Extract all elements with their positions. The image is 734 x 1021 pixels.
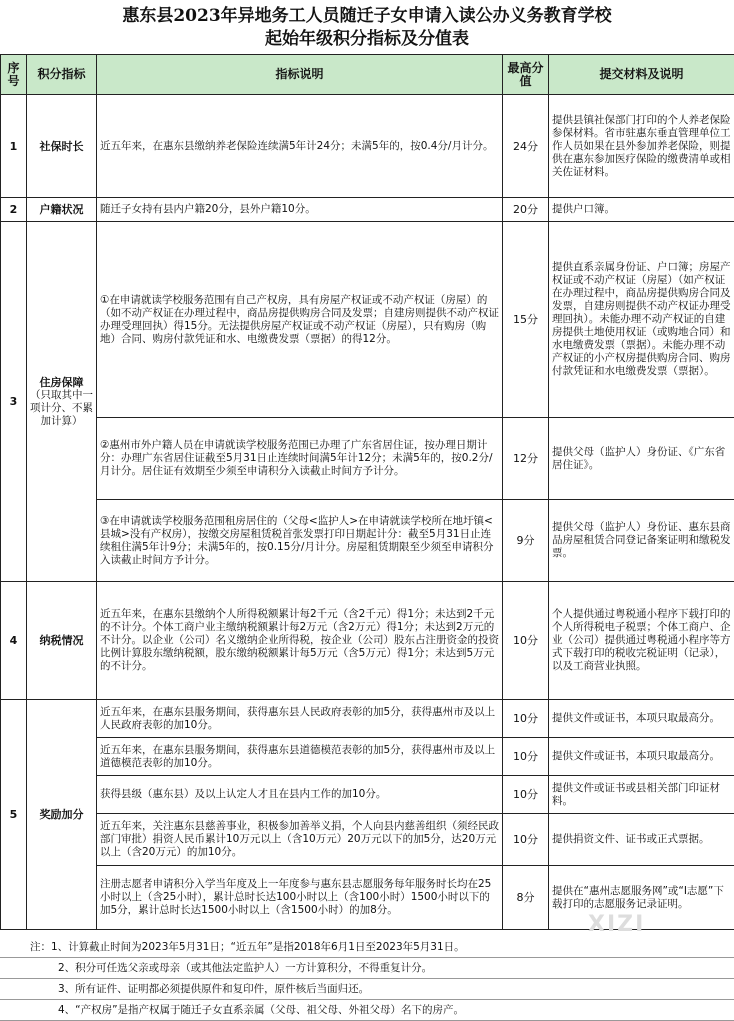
table-row bbox=[1, 500, 734, 582]
row-number: 2 bbox=[1, 198, 27, 222]
max-score: 10分 bbox=[503, 814, 549, 866]
indicator-name: 户籍状况 bbox=[27, 198, 97, 222]
row-number: 5 bbox=[1, 700, 27, 930]
materials: 提供父母（监护人）身份证、惠东县商品房屋租赁合同登记备案证明和缴税发票。 bbox=[549, 500, 734, 582]
note-line: 3、所有证件、证明都必须提供原件和复印件，原件核后当面归还。 bbox=[0, 979, 734, 1000]
header-no: 序号 bbox=[1, 55, 27, 95]
max-score: 9分 bbox=[503, 500, 549, 582]
materials: 提供父母（监护人）身份证、《广东省居住证》。 bbox=[549, 418, 734, 500]
materials: 提供县镇社保部门打印的个人养老保险参保材料。省市驻惠东垂直管理单位工作人员如果在县外参加养老保险，则提供在惠东参加医疗保险的缴费清单或相关佐证材料。 bbox=[549, 95, 734, 198]
header-materials: 提交材料及说明 bbox=[549, 55, 734, 95]
max-score: 10分 bbox=[503, 582, 549, 700]
materials: 提供户口簿。 bbox=[549, 198, 734, 222]
indicator-desc: 近五年来，在惠东县服务期间，获得惠东县道德模范表彰的加5分，获得惠州市及以上道德模范表彰的加10分。 bbox=[97, 738, 503, 776]
materials: 个人提供通过粤税通小程序下载打印的个人所得税电子税票；个体工商户、企业（公司）提供通过粤税通小程序等方式下载打印的税收完税证明（记录），以及工商营业执照。 bbox=[549, 582, 734, 700]
indicator-name: 奖励加分 bbox=[27, 700, 97, 930]
table-row bbox=[1, 738, 734, 776]
max-score: 12分 bbox=[503, 418, 549, 500]
indicator-name bbox=[27, 222, 97, 582]
indicator-desc: 随迁子女持有县内户籍20分，县外户籍10分。 bbox=[97, 198, 503, 222]
table-row bbox=[1, 222, 734, 418]
indicator-name: 纳税情况 bbox=[27, 582, 97, 700]
table-header-row bbox=[1, 55, 734, 95]
notes-section bbox=[0, 937, 734, 1021]
note-line: 4、“产权房”是指产权属于随迁子女直系亲属（父母、祖父母、外祖父母）名下的房产。 bbox=[0, 1000, 734, 1021]
row-number: 1 bbox=[1, 95, 27, 198]
indicator-desc: ②惠州市外户籍人员在申请就读学校服务范围已办理了广东省居住证，按办理日期计分：办理广东省居住证截至5月31日止连续时间满5年计12分；未满5年的，按0.2分/月计分。居住证有效期至少须至申请积分入读截止时间方予计分。 bbox=[97, 418, 503, 500]
indicator-note: （只取其中一项计分、不累加计算） bbox=[30, 389, 93, 428]
indicator-desc: 注册志愿者申请积分入学当年度及上一年度参与惠东县志愿服务每年服务时长均在25小时以上（含25小时），累计总时长达100小时以上（含100小时）1500小时以下的加5分，累计总时长达1500小时以上（含1500小时）的加8分。 bbox=[97, 866, 503, 930]
materials: 提供在“惠州志愿服务网”或“I志愿”下载打印的志愿服务记录证明。 bbox=[549, 866, 734, 930]
note-line: 2、积分可任选父亲或母亲（或其他法定监护人）一方计算积分，不得重复计分。 bbox=[0, 958, 734, 979]
materials: 提供捐资文件、证书或正式票据。 bbox=[549, 814, 734, 866]
document-title-line1: 惠东县2023年异地务工人员随迁子女申请入读公办义务教育学校 bbox=[0, 6, 734, 27]
watermark-logo: XIZI bbox=[588, 912, 645, 937]
indicator-desc: ③在申请就读学校服务范围租房居住的（父母<监护人>在申请就读学校所在地圩镇<县城>没有产权房），按缴交房屋租赁税首张发票打印日期起计分：截至5月31日止连续租住满5年计9分；未满5年的，按0.15分/月计分。房屋租赁期限至少须至申请积分入读截止时间方予计分。 bbox=[97, 500, 503, 582]
max-score: 8分 bbox=[503, 866, 549, 930]
row-number: 3 bbox=[1, 222, 27, 582]
indicator-desc: 近五年来，在惠东县缴纳养老保险连续满5年计24分；未满5年的，按0.4分/月计分。 bbox=[97, 95, 503, 198]
header-indicator: 积分指标 bbox=[27, 55, 97, 95]
row-number: 4 bbox=[1, 582, 27, 700]
note-line: 注：1、计算截止时间为2023年5月31日；“近五年”是指2018年6月1日至2023年5月31日。 bbox=[0, 937, 734, 958]
table-row bbox=[1, 582, 734, 700]
table-row bbox=[1, 95, 734, 198]
max-score: 10分 bbox=[503, 700, 549, 738]
indicator-title: 住房保障 bbox=[40, 376, 84, 389]
table-row bbox=[1, 418, 734, 500]
max-score: 10分 bbox=[503, 776, 549, 814]
document-title-line2: 起始年级积分指标及分值表 bbox=[0, 29, 734, 50]
indicator-desc: ①在申请就读学校服务范围有自己产权房，具有房屋产权证或不动产权证（房屋）的（如不动产权证在办理过程中，商品房提供购房合同及发票；自建房则提供不动产权证办理受理回执）得15分。无法提供房屋产权证或不动产权证（房屋），只有购房（购地）合同、购房付款凭证和水、电缴费发票（票据）的得12分。 bbox=[97, 222, 503, 418]
indicator-desc: 近五年来，关注惠东县慈善事业，积极参加善举义捐，个人向县内慈善组织（须经民政部门审批）捐资人民币累计10万元以上（含10万元）20万元以下的加5分，达20万元以上（含20万元）的加10分。 bbox=[97, 814, 503, 866]
materials: 提供文件或证书，本项只取最高分。 bbox=[549, 738, 734, 776]
indicator-desc: 获得县级（惠东县）及以上认定人才且在县内工作的加10分。 bbox=[97, 776, 503, 814]
header-desc: 指标说明 bbox=[97, 55, 503, 95]
max-score: 24分 bbox=[503, 95, 549, 198]
table-row bbox=[1, 776, 734, 814]
indicator-desc: 近五年来，在惠东县缴纳个人所得税额累计每2千元（含2千元）得1分；未达到2千元的不计分。个体工商户业主缴纳税额累计每2万元（含2万元）得1分；未达到2万元的不计分。以企业（公司）名义缴纳企业所得税，按企业（公司）股东占注册资金的投资比例计算股东缴纳税额，股东缴纳税额累计每5万元（含5万元）得1分；未达到5万元的不计分。 bbox=[97, 582, 503, 700]
indicator-name: 社保时长 bbox=[27, 95, 97, 198]
table-row bbox=[1, 198, 734, 222]
materials: 提供直系亲属身份证、户口簿；房屋产权证或不动产权证（房屋）（如产权证在办理过程中，商品房提供购房合同及发票，自建房则提供不动产权证办理受理回执）。未能办理不动产权证的自建房提供土地使用权证（或购地合同）和水电缴费发票（票据）。未能办理不动产权证的小产权房提供购房合同、购房付款凭证和水电缴费发票（票据）。 bbox=[549, 222, 734, 418]
max-score: 15分 bbox=[503, 222, 549, 418]
max-score: 20分 bbox=[503, 198, 549, 222]
score-table bbox=[0, 54, 734, 930]
materials: 提供文件或证书，本项只取最高分。 bbox=[549, 700, 734, 738]
table-row bbox=[1, 700, 734, 738]
max-score: 10分 bbox=[503, 738, 549, 776]
table-row bbox=[1, 814, 734, 866]
materials: 提供文件或证书或县相关部门印证材料。 bbox=[549, 776, 734, 814]
indicator-desc: 近五年来，在惠东县服务期间，获得惠东县人民政府表彰的加5分，获得惠州市及以上人民政府表彰的加10分。 bbox=[97, 700, 503, 738]
header-max: 最高分值 bbox=[503, 55, 549, 95]
